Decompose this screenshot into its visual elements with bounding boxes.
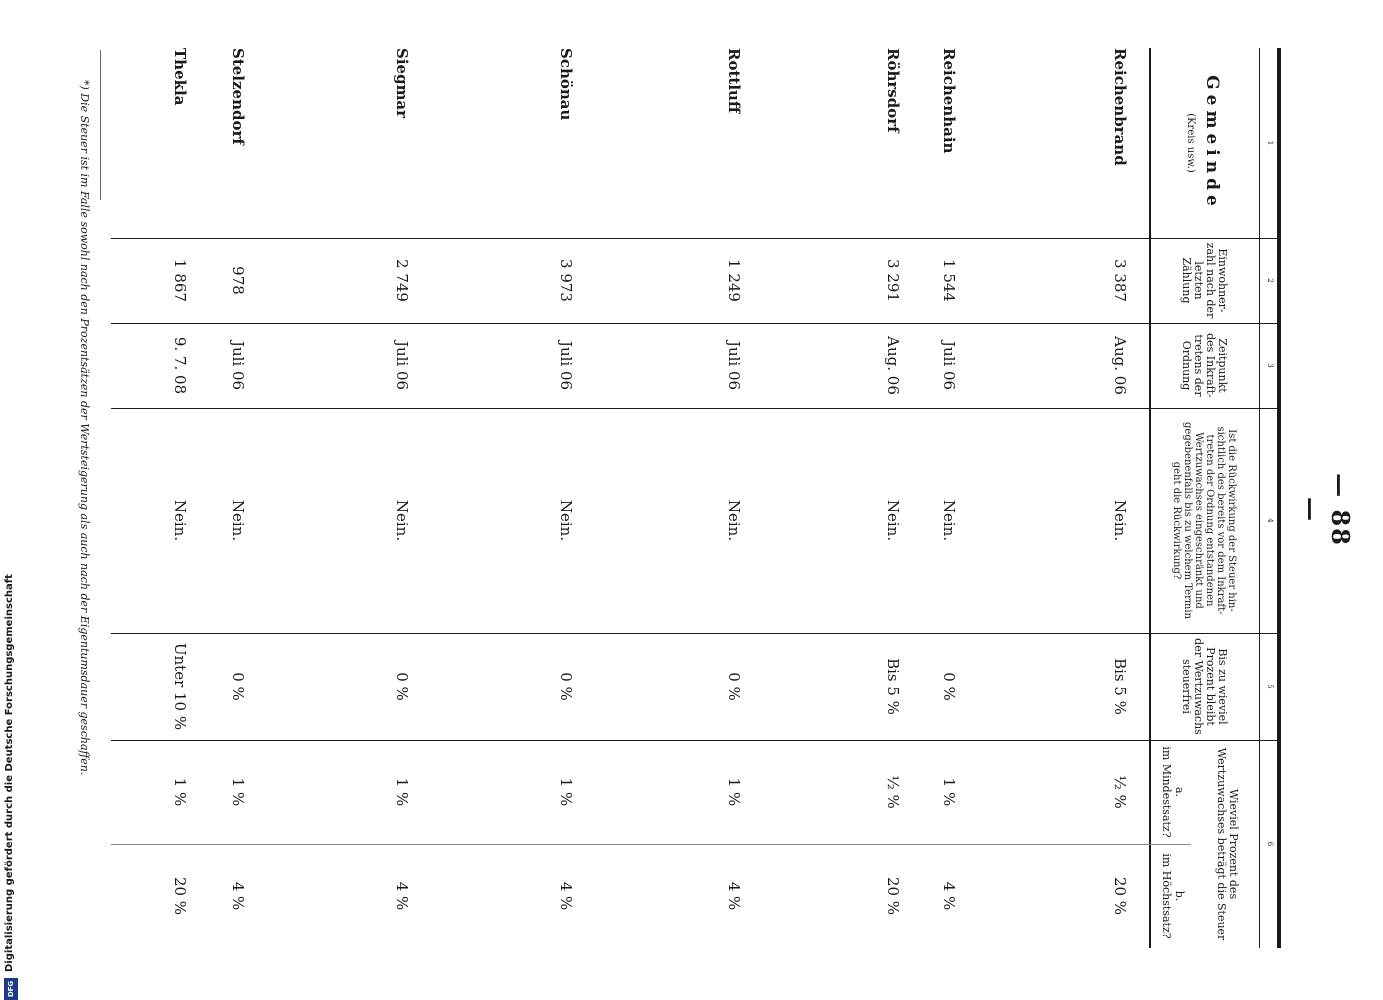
header-gemeinde-title: Gemeinde (1202, 75, 1223, 211)
column-number: 1 (1266, 140, 1274, 146)
row-steuerfrei: Bis 5 % (884, 658, 902, 715)
row-zeitpunkt: Aug. 06 (884, 336, 902, 395)
row-min: ½ % (884, 775, 902, 809)
row-name: Schönau (557, 48, 575, 121)
header-prozent-group: Wieviel Prozent des Wertzuwachses beträgt die Steuer (1215, 747, 1240, 941)
row-min: 1 % (940, 777, 958, 807)
row-einwohner: 1 867 (171, 259, 189, 302)
header-steuerfrei: Bis zu wieviel Prozent bleibt der Wertzuwachs steuerfrei (1180, 638, 1229, 735)
row-max: 4 % (725, 881, 743, 911)
row-max: 4 % (940, 881, 958, 911)
row-steuerfrei: 0 % (393, 672, 411, 701)
row-max: 20 % (884, 876, 902, 916)
row-rueckwirkung: Nein. (557, 499, 575, 542)
row-name: Reichenbrand (1111, 48, 1129, 166)
row-zeitpunkt: Juli 06 (393, 340, 411, 391)
row-zeitpunkt: Juli 06 (557, 340, 575, 391)
row-steuerfrei: Bis 5 % (1111, 658, 1129, 715)
row-rueckwirkung: Nein. (884, 499, 902, 542)
row-steuerfrei: 0 % (557, 672, 575, 701)
column-number: 6 (1266, 841, 1274, 847)
row-einwohner: 3 973 (557, 259, 575, 302)
row-zeitpunkt: 9. 7. 08 (171, 336, 189, 395)
row-zeitpunkt: Juli 06 (725, 340, 743, 391)
row-min: 1 % (171, 777, 189, 807)
row-rueckwirkung: Nein. (229, 499, 247, 542)
row-min: 1 % (557, 777, 575, 807)
row-name: Reichenhain (940, 48, 958, 154)
row-steuerfrei: Unter 10 % (171, 642, 189, 731)
credit-bar (0, 0, 20, 1000)
row-name: Thekla (171, 48, 189, 106)
row-min: 1 % (725, 777, 743, 807)
row-name: Rottluff (725, 48, 743, 114)
dfg-logo-icon: DFG (4, 978, 18, 1000)
column-number: 2 (1266, 278, 1274, 283)
tax-table (111, 48, 1281, 948)
header-gemeinde-subtitle: (Kreis usw.) (1185, 113, 1197, 173)
row-einwohner: 3 291 (884, 259, 902, 302)
row-min: 1 % (393, 777, 411, 807)
header-rueckwirkung: Ist die Rückwirkung der Steuer hin-sichtlich des bereits vor dem Inkraft-treten der Ordnung entstandenen Wertzuwachses eingeschränkt und gegebenenfalls bis zu welchem Termin geht die Rückwirkung? (1171, 422, 1237, 619)
row-name: Stelzendorf (229, 48, 247, 145)
header-zeitpunkt: Zeitpunkt des Inkraft-tretens der Ordnung (1180, 333, 1229, 398)
row-zeitpunkt: Aug. 06 (1111, 336, 1129, 395)
row-rueckwirkung: Nein. (171, 499, 189, 542)
row-max: 20 % (1111, 876, 1129, 916)
row-min: 1 % (229, 777, 247, 807)
table-row (111, 48, 1281, 948)
row-einwohner: 3 387 (1111, 259, 1129, 302)
column-number: 3 (1266, 363, 1274, 368)
row-einwohner: 1 544 (940, 259, 958, 302)
header-min-text: im Mindestsatz? (1160, 746, 1173, 838)
row-min: ½ % (1111, 775, 1129, 809)
row-rueckwirkung: Nein. (393, 499, 411, 542)
row-zeitpunkt: Juli 06 (229, 340, 247, 391)
row-max: 4 % (229, 881, 247, 911)
credit-text: Digitalisierung gefördert durch die Deutsche Forschungsgemeinschaft (4, 574, 15, 972)
row-max: 20 % (171, 876, 189, 916)
header-max-text: im Höchstsatz? (1160, 853, 1173, 939)
row-name: Siegmar (393, 48, 411, 119)
row-einwohner: 2 749 (393, 259, 411, 302)
row-steuerfrei: 0 % (229, 672, 247, 701)
page-number: — 88 — (1297, 473, 1355, 547)
header-einwohner: Einwohner-zahl nach der letzten Zählung (1180, 242, 1229, 319)
row-max: 4 % (393, 881, 411, 911)
row-steuerfrei: 0 % (725, 672, 743, 701)
row-rueckwirkung: Nein. (940, 499, 958, 542)
header-min-label: a. (1173, 786, 1186, 798)
row-max: 4 % (557, 881, 575, 911)
row-zeitpunkt: Juli 06 (940, 340, 958, 391)
row-rueckwirkung: Nein. (725, 499, 743, 542)
credit-strip (0, 0, 20, 1000)
column-number: 5 (1266, 684, 1274, 689)
row-rueckwirkung: Nein. (1111, 499, 1129, 542)
column-number: 4 (1266, 518, 1274, 523)
row-einwohner: 978 (229, 266, 247, 295)
row-steuerfrei: 0 % (940, 672, 958, 701)
header-max-label: b. (1173, 890, 1186, 902)
row-name: Röhrsdorf (884, 48, 902, 133)
row-einwohner: 1 249 (725, 259, 743, 302)
footnote-rule (100, 50, 101, 200)
footnote: *) Die Steuer ist im Falle sowohl nach den Prozentsätzen der Wertsteigerung als auch nach der Eigentumsdauer geschaffen. (78, 80, 91, 776)
